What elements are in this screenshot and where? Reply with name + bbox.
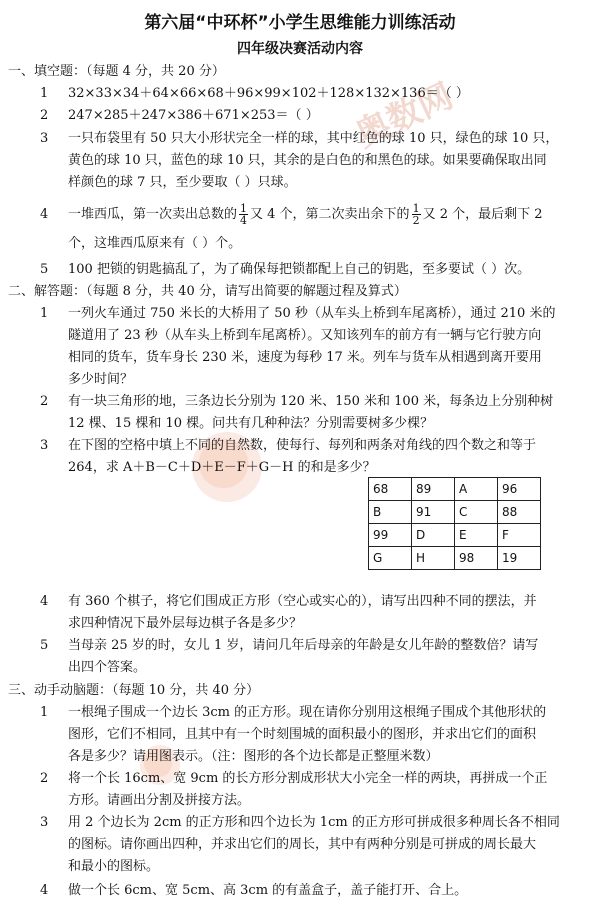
question-number: 2 [40, 394, 49, 409]
grid-cell: B [369, 501, 412, 524]
section-header: 二、解答题：（每题 8 分，共 40 分，请写出简要的解题过程及算式） [8, 284, 407, 299]
grid-cell: E [455, 524, 498, 547]
question-text: 多少时间？ [68, 372, 134, 387]
question-number: 2 [40, 108, 49, 123]
section-header: 一、填空题：（每题 4 分，共 20 分） [8, 64, 225, 79]
question-text: 将一个长 16cm、宽 9cm 的长方形分割成形状大小完全一样的两块，再拼成一个正 [68, 771, 548, 786]
question-text: 方形。请画出分割及拼接方法。 [68, 793, 251, 808]
grid-row [369, 524, 541, 547]
grid-cell: 98 [455, 547, 498, 570]
grid-cell: 91 [412, 501, 455, 524]
question-number: 1 [40, 306, 49, 321]
grid-cell: D [412, 524, 455, 547]
question-text: 有 360 个棋子，将它们围成正方形（空心或实心的），请写出四种不同的摆法，并 [68, 594, 537, 609]
section-header: 三、动手动脑题：（每题 10 分，共 40 分） [8, 683, 260, 698]
question-text: 黄色的球 10 只，蓝色的球 10 只，其余的是白色的和黑色的球。如果要确保取出同 [68, 153, 547, 168]
question-text: 样颜色的球 7 只，至少要取（ ）只球。 [68, 175, 297, 190]
question-text: 的图标。请你画出四种，并求出它们的周长，其中有两种分别是可拼成的周长最大 [68, 837, 537, 852]
grid-cell: A [455, 478, 498, 501]
grid-row [369, 547, 541, 570]
question-text: 隧道用了 23 秒（从车头上桥到车尾离桥）。又知该列车的前方有一辆与它行驶方向 [68, 328, 542, 343]
question-number: 3 [40, 438, 49, 453]
grid-row [369, 501, 541, 524]
question-text-with-fractions: 一堆西瓜，第一次卖出总数的 $\frac{1}{4}$ 又 4 个，第二次卖出余下的 $\frac{1}{2}$ 又 2 个，最后剩下 2 [68, 202, 543, 227]
question-number: 3 [40, 131, 49, 146]
grid-row [369, 478, 541, 501]
question-number: 3 [40, 815, 49, 830]
fraction: $\frac{1}{2}$ [412, 202, 420, 227]
question-text: 个，这堆西瓜原来有（ ）个。 [68, 236, 242, 251]
question-text: 32×33×34＋64×66×68＋96×99×102＋128×132×136＝（ ） [68, 86, 469, 101]
question-text: 一根绳子围成一个边长 3cm 的正方形。现在请你分别用这根绳子围成个其他形状的 [68, 705, 547, 720]
question-number: 1 [40, 705, 49, 720]
question-text: 当母亲 25 岁的时，女儿 1 岁，请问几年后母亲的年龄是女儿年龄的整数倍？请写 [68, 638, 539, 653]
grid-cell: 88 [498, 501, 541, 524]
question-text: 和最小的图标。 [68, 859, 160, 874]
grid-cell: H [412, 547, 455, 570]
question-text: 在下图的空格中填上不同的自然数，使每行、每列和两条对角线的四个数之和等于 [68, 438, 537, 453]
question-text: 各是多少？请用图表示。（注：图形的各个边长都是正整厘米数） [68, 749, 439, 764]
grid-cell: 68 [369, 478, 412, 501]
question-text: 用 2 个边长为 2cm 的正方形和四个边长为 1cm 的正方形可拼成很多种周长各不相同 [68, 815, 560, 830]
question-text: 264，求 A＋B－C＋D＋E－F＋G－H 的和是多少？ [68, 460, 376, 475]
question-text: 一列火车通过 750 米长的大桥用了 50 秒（从车头上桥到车尾离桥），通过 210 米的 [68, 306, 556, 321]
question-text: 12 棵、15 棵和 10 棵。问共有几种种法？分别需要树多少棵？ [68, 416, 434, 431]
question-text: 一只布袋里有 50 只大小形状完全一样的球，其中红色的球 10 只，绿色的球 10 只， [68, 131, 559, 146]
question-number: 4 [40, 594, 49, 609]
question-text: 247×285＋247×386＋671×253＝（ ） [68, 108, 319, 123]
question-text: 100 把锁的钥匙搞乱了，为了确保每把锁都配上自己的钥匙，至多要试（ ）次。 [68, 262, 531, 277]
fraction: $\frac{1}{4}$ [240, 202, 248, 227]
question-text: 有一块三角形的地，三条边长分别为 120 米、150 米和 100 米，每条边上分别种树 [68, 394, 554, 409]
grid-cell: C [455, 501, 498, 524]
question-text: 图形，它们不相同，且其中有一个时刻围城的面积最小的图形，并求出它们的面积 [68, 727, 537, 742]
grid-cell: 96 [498, 478, 541, 501]
grid-cell: 99 [369, 524, 412, 547]
magic-square-grid [368, 477, 541, 570]
question-number: 5 [40, 638, 49, 653]
grid-cell: F [498, 524, 541, 547]
page-subtitle: 四年级决赛活动内容 [237, 41, 363, 57]
question-number: 4 [40, 207, 49, 222]
question-text: 求四种情况下最外层每边棋子各是多少？ [68, 616, 303, 631]
grid-cell: G [369, 547, 412, 570]
watermark-text: 奥数网 [349, 75, 460, 156]
grid-cell: 19 [498, 547, 541, 570]
question-text: 出四个答案。 [68, 660, 147, 675]
question-text: 做一个长 6cm、宽 5cm、高 3cm 的有盖盒子，盖子能打开、合上。 [68, 883, 468, 898]
question-number: 1 [40, 86, 49, 101]
question-number: 4 [40, 883, 49, 898]
page-title: 第六届“中环杯”小学生思维能力训练活动 [144, 13, 456, 33]
question-number: 5 [40, 262, 49, 277]
question-text: 相同的货车，货车身长 230 米，速度为每秒 17 米。列车与货车从相遇到离开要用 [68, 350, 542, 365]
grid-cell: 89 [412, 478, 455, 501]
question-number: 2 [40, 771, 49, 786]
